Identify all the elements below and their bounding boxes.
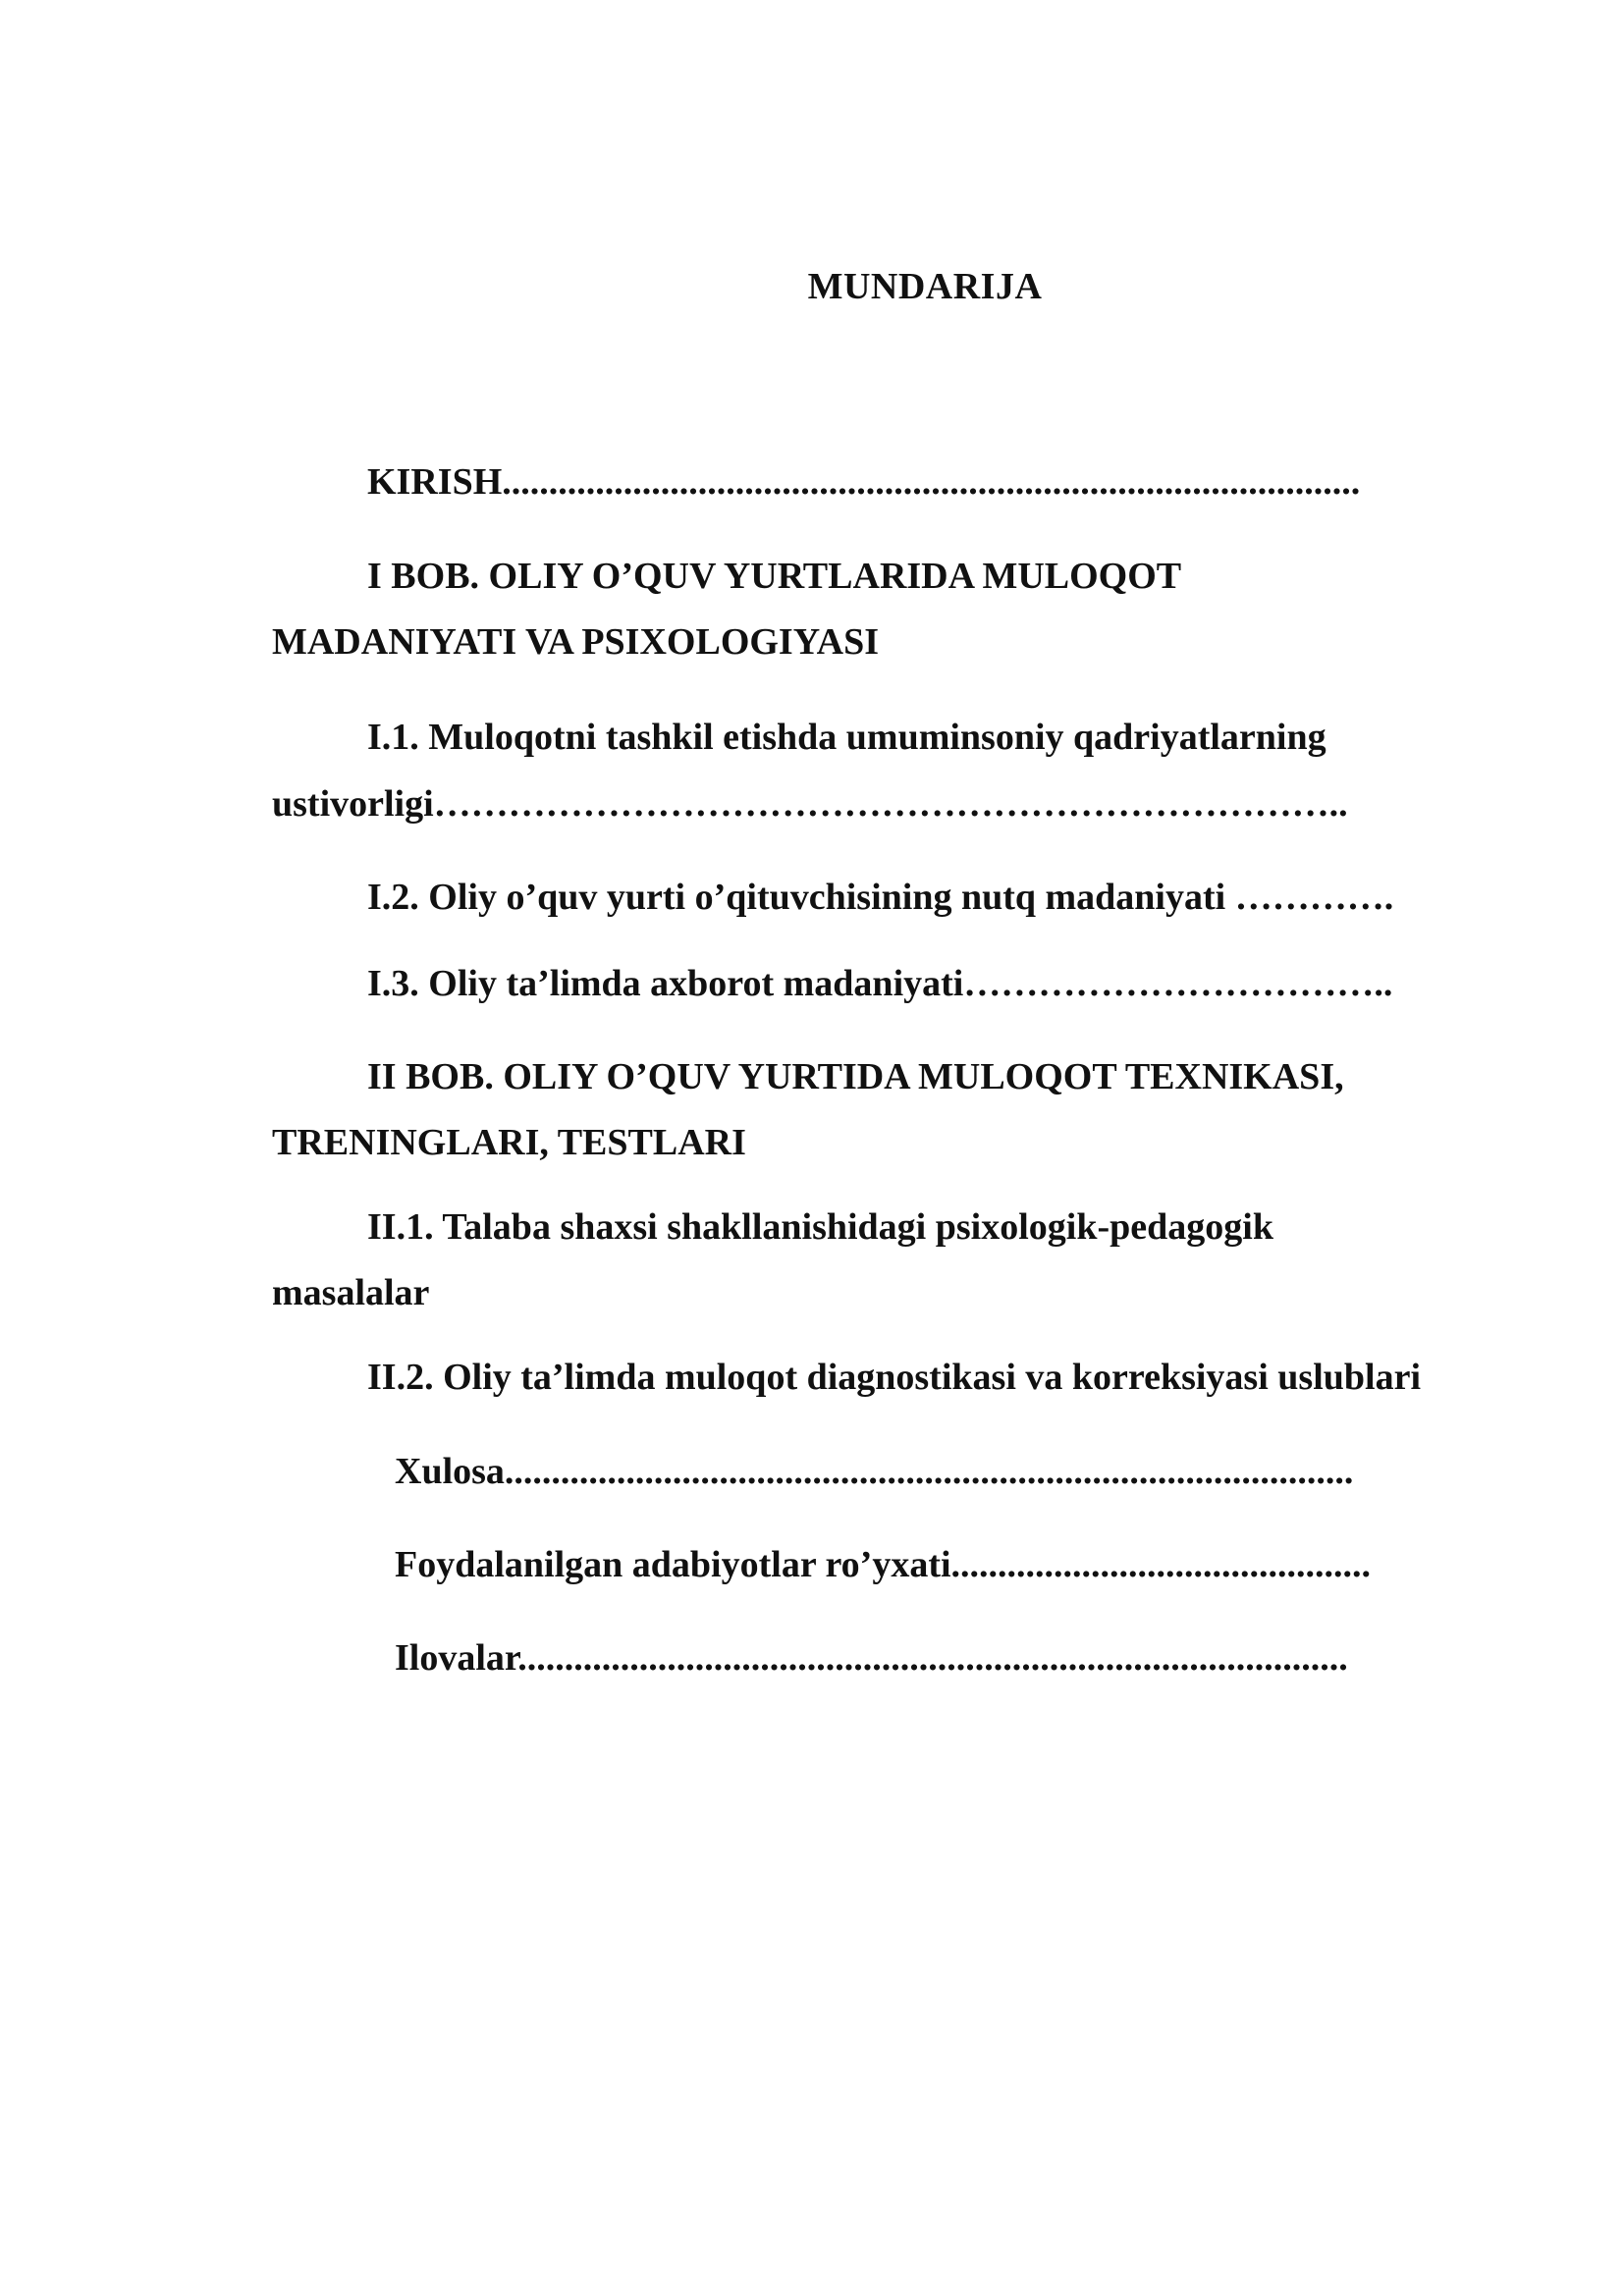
toc-chapter-1-line-2: MADANIYATI VA PSIXOLOGIYASI	[272, 621, 880, 663]
toc-section-2-1-line-2: masalalar	[272, 1272, 430, 1313]
toc-section-2-2: II.2. Oliy ta’limda muloqot diagnostikasi va korreksiyasi uslublari	[367, 1357, 1421, 1398]
toc-chapter-2-line-2: TRENINGLARI, TESTLARI	[272, 1122, 746, 1163]
toc-chapter-2-line-1: II BOB. OLIY O’QUV YURTIDA MULOQOT TEXNIKASI,	[367, 1056, 1344, 1097]
toc-item-adabiyotlar: Foydalanilgan adabiyotlar ro’yxati.............................................	[395, 1544, 1372, 1585]
toc-section-1-1-line-1: I.1. Muloqotni tashkil etishda umuminsoniy qadriyatlarning	[367, 717, 1326, 758]
toc-section-2-1-line-1: II.1. Talaba shaxsi shakllanishidagi psixologik-pedagogik	[367, 1206, 1273, 1248]
page-title: MUNDARIJA	[807, 266, 1043, 307]
toc-section-1-2: I.2. Oliy o’quv yurti o’qituvchisining nutq madaniyati ………….	[367, 877, 1394, 918]
toc-item-kirish: KIRISH............................................................................................	[367, 461, 1361, 503]
toc-item-ilovalar: Ilovalar.........................................................................................	[395, 1637, 1348, 1679]
toc-section-1-1-line-2: ustivorligi………………………………………………………………..	[272, 783, 1348, 825]
toc-item-xulosa: Xulosa...........................................................................................	[395, 1451, 1354, 1492]
toc-section-1-3: I.3. Oliy ta’limda axborot madaniyati……………………………..	[367, 963, 1393, 1004]
toc-chapter-1-line-1: I BOB. OLIY O’QUV YURTLARIDA MULOQOT	[367, 556, 1182, 597]
